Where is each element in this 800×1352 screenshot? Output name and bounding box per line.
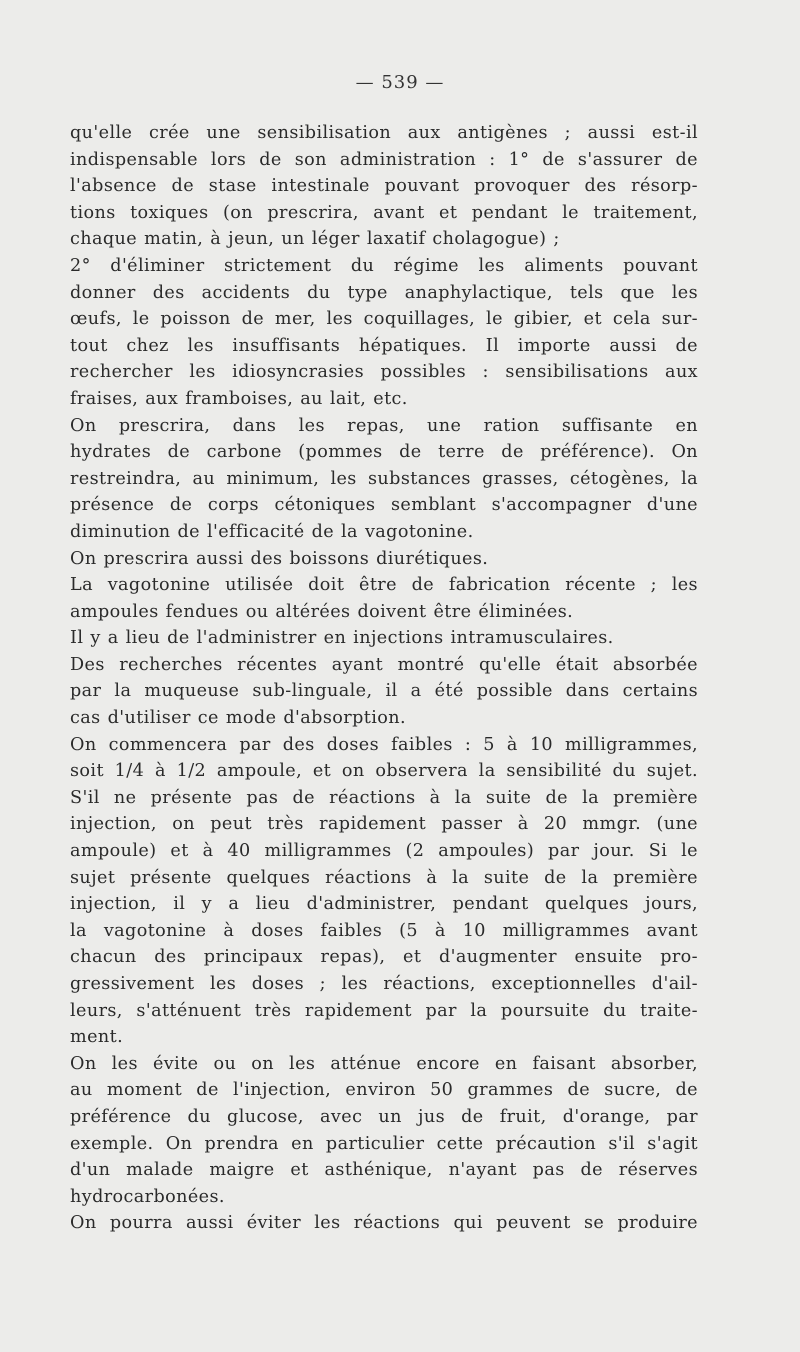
text-line: au moment de l'injection, environ 50 grammes de sucre, de [70, 1080, 698, 1101]
text-line: On prescrira, dans les repas, une ration suffisante en [70, 415, 698, 436]
text-line: La vagotonine utilisée doit être de fabrication récente ; les [70, 575, 698, 596]
text-line: fraises, aux framboises, au lait, etc. [70, 388, 408, 409]
text-line: tions toxiques (on prescrira, avant et pendant le traitement, [70, 202, 698, 223]
text-line: ampoule) et à 40 milligrammes (2 ampoules) par jour. Si le [70, 841, 698, 862]
text-line: d'un malade maigre et asthénique, n'ayant pas de réserves [70, 1160, 698, 1181]
text-line: leurs, s'atténuent très rapidement par la poursuite du traite- [70, 1000, 698, 1021]
text-line: chaque matin, à jeun, un léger laxatif cholagogue) ; [70, 229, 560, 250]
text-line: tout chez les insuffisants hépatiques. Il importe aussi de [70, 335, 698, 356]
body-text [70, 120, 698, 1237]
text-line: chacun des principaux repas), et d'augmenter ensuite pro- [70, 947, 698, 968]
text-line: hydrocarbonées. [70, 1186, 225, 1207]
text-line: hydrates de carbone (pommes de terre de préférence). On [70, 442, 698, 463]
text-line: présence de corps cétoniques semblant s'accompagner d'une [70, 495, 698, 516]
text-line: indispensable lors de son administration : 1° de s'assurer de [70, 149, 698, 170]
text-line: la vagotonine à doses faibles (5 à 10 milligrammes avant [70, 920, 698, 941]
text-line: rechercher les idiosyncrasies possibles : sensibilisations aux [70, 362, 698, 383]
text-line: S'il ne présente pas de réactions à la suite de la première [70, 787, 698, 808]
text-line: par la muqueuse sub-linguale, il a été possible dans certains [70, 681, 698, 702]
text-line: ampoules fendues ou altérées doivent être éliminées. [70, 601, 574, 622]
text-line: gressivement les doses ; les réactions, exceptionnelles d'ail- [70, 974, 698, 994]
text-line: soit 1/4 à 1/2 ampoule, et on observera la sensibilité du sujet. [70, 761, 698, 782]
text-line: On prescrira aussi des boissons diurétiques. [70, 548, 489, 569]
text-line: restreindra, au minimum, les substances grasses, cétogènes, la [70, 468, 698, 489]
text-line: On les évite ou on les atténue encore en faisant absorber, [70, 1053, 698, 1074]
text-line: qu'elle crée une sensibilisation aux antigènes ; aussi est-il [70, 123, 698, 143]
text-line: 2° d'éliminer strictement du régime les aliments pouvant [70, 255, 698, 276]
text-line: injection, on peut très rapidement passer à 20 mmgr. (une [70, 814, 698, 835]
text-line: injection, il y a lieu d'administrer, pendant quelques jours, [70, 894, 698, 915]
text-line: Des recherches récentes ayant montré qu'elle était absorbée [70, 654, 698, 675]
text-line: œufs, le poisson de mer, les coquillages, le gibier, et cela sur- [70, 309, 698, 330]
text-line: On pourra aussi éviter les réactions qui peuvent se produire [70, 1213, 698, 1234]
text-line: ment. [70, 1027, 124, 1048]
text-line: cas d'utiliser ce mode d'absorption. [70, 708, 406, 729]
text-line: exemple. On prendra en particulier cette précaution s'il s'agit [70, 1133, 698, 1154]
text-line: diminution de l'efficacité de la vagotonine. [70, 521, 474, 542]
page-number: — 539 — [355, 72, 445, 93]
text-line: donner des accidents du type anaphylactique, tels que les [70, 282, 698, 303]
text-line: sujet présente quelques réactions à la suite de la première [70, 867, 698, 888]
text-line: Il y a lieu de l'administrer en injections intramusculaires. [70, 628, 614, 649]
text-line: préférence du glucose, avec un jus de fruit, d'orange, par [70, 1106, 698, 1127]
text-line: l'absence de stase intestinale pouvant provoquer des résorp- [70, 176, 698, 197]
text-line: On commencera par des doses faibles : 5 à 10 milligrammes, [70, 734, 698, 755]
